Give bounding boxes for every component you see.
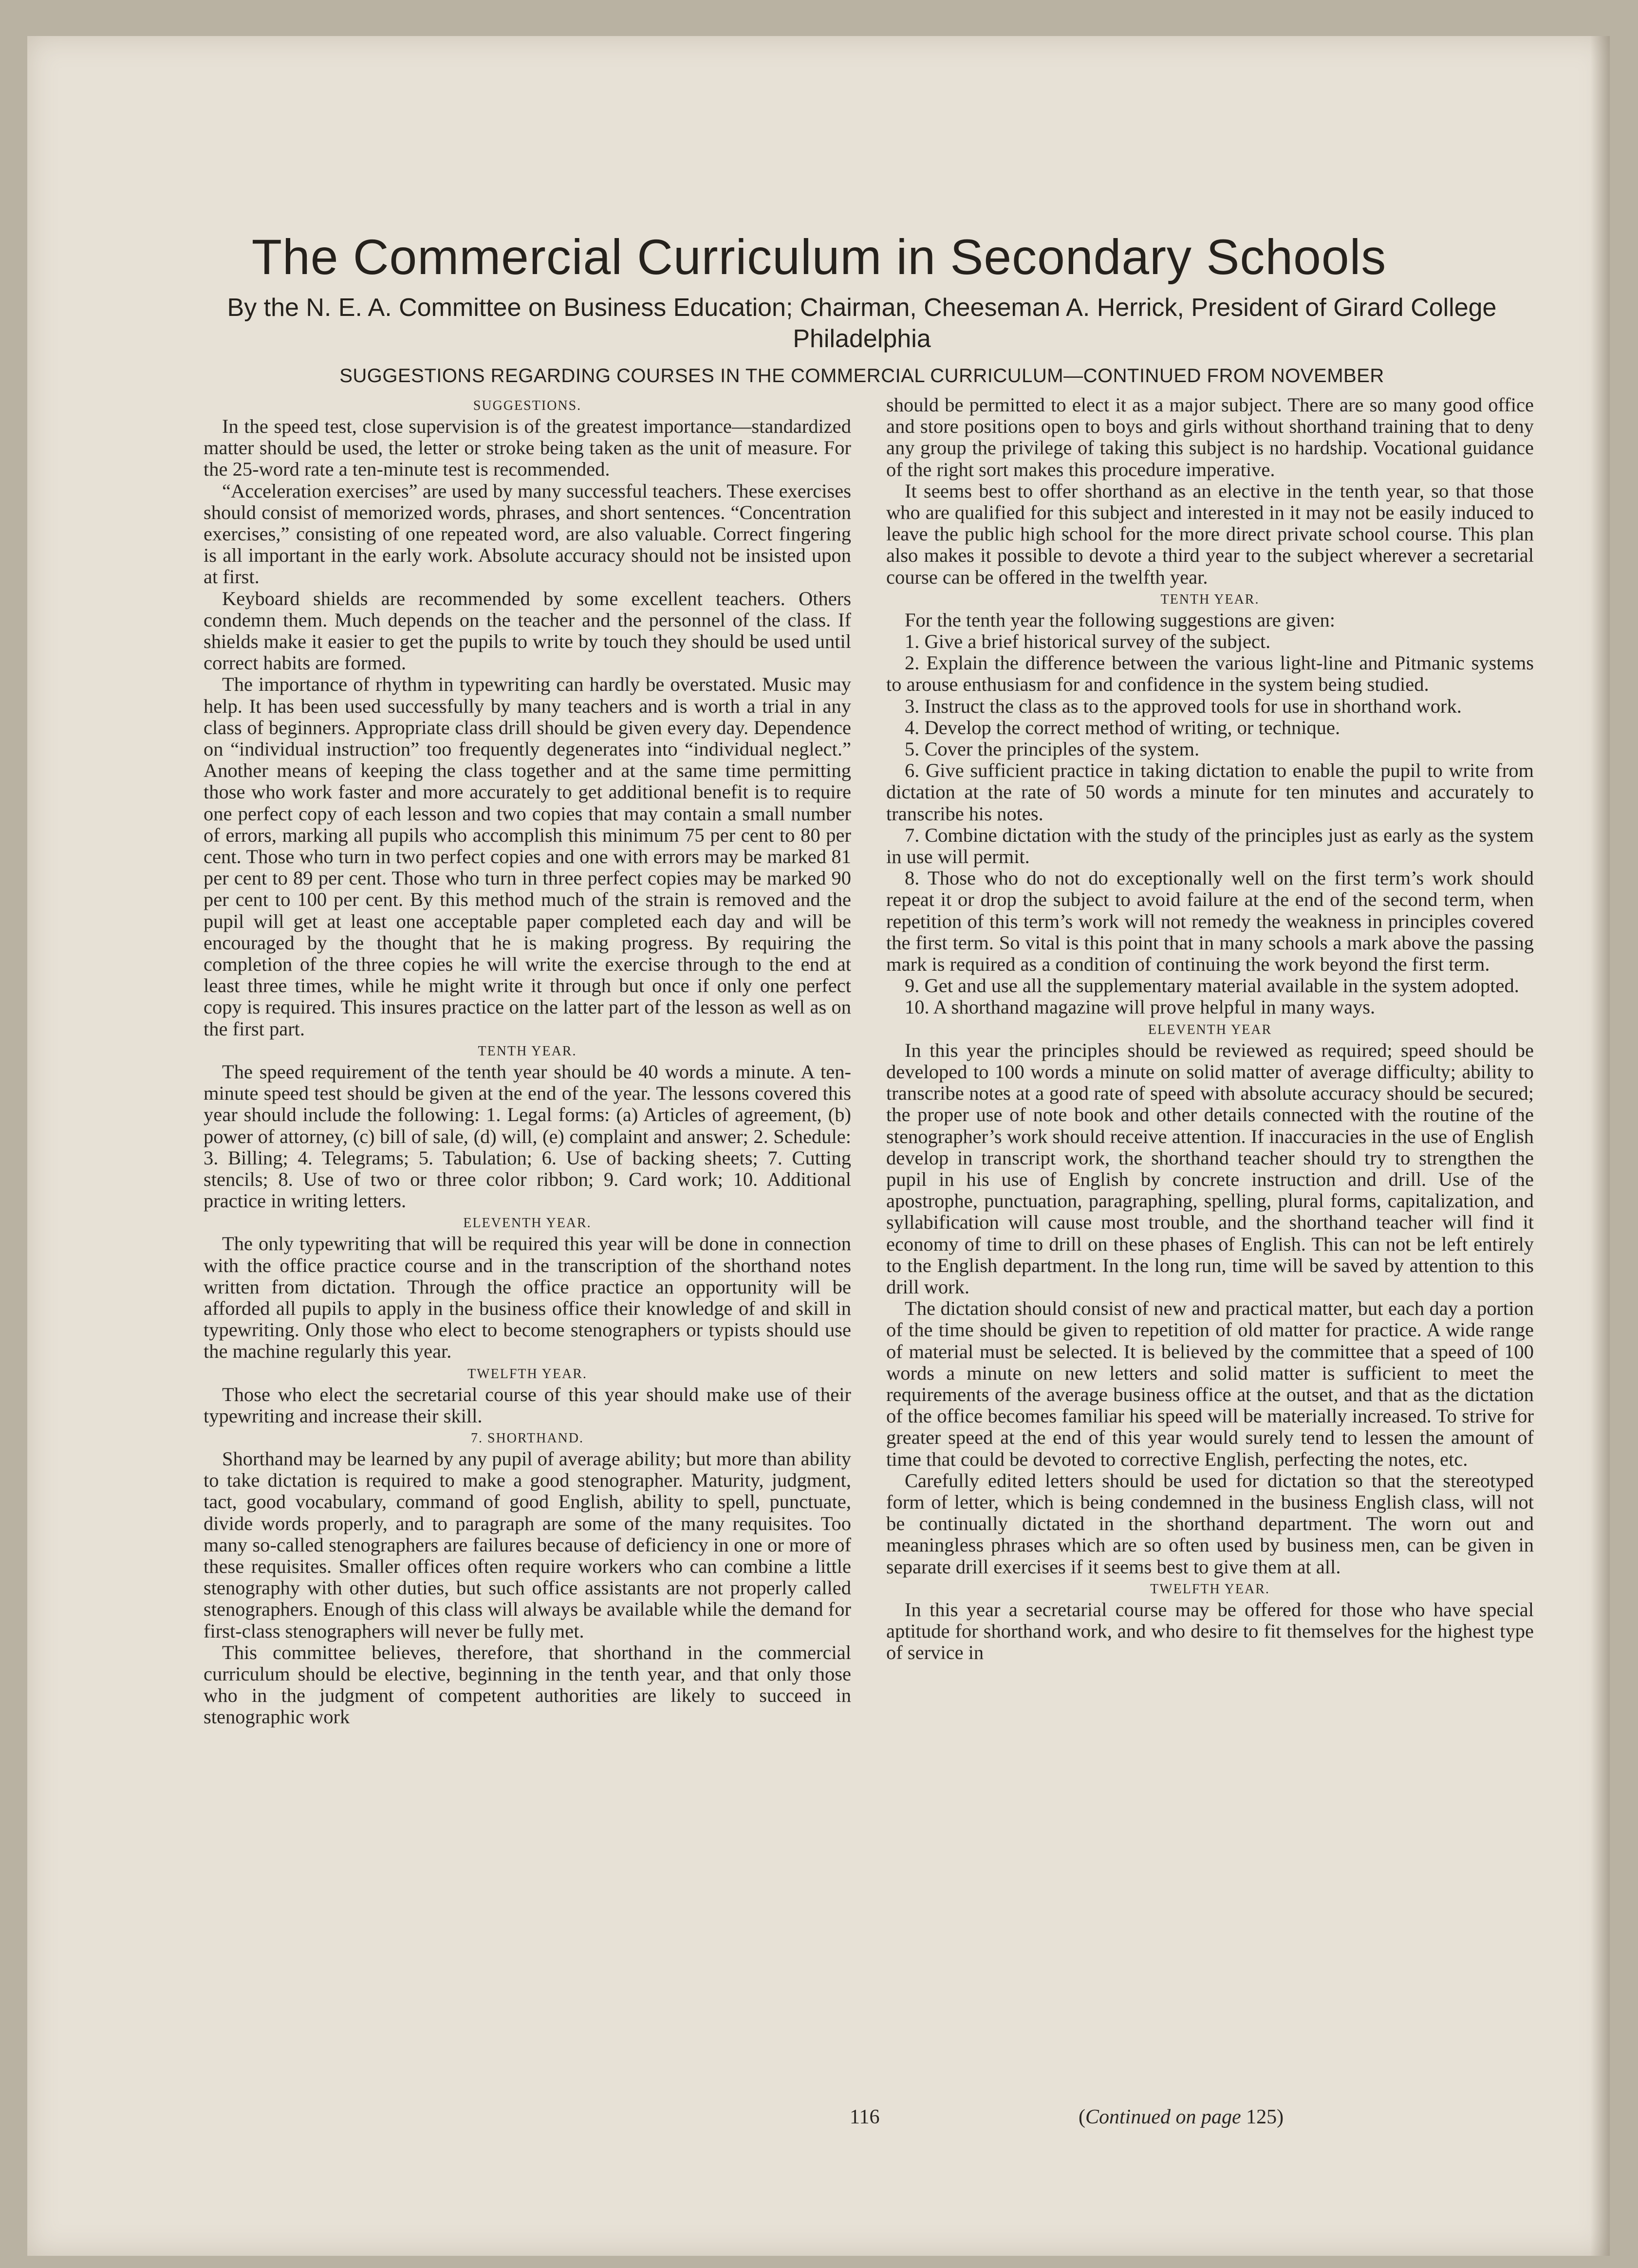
section-heading: ELEVENTH YEAR. [463,1216,592,1231]
page-number: 116 [850,2106,880,2128]
list-item: 3. Instruct the class as to the approved tools for use in shorthand work. [905,695,1462,717]
continued-close: ) [1277,2106,1284,2128]
list-item: 4. Develop the correct method of writing, or technique. [905,716,1340,738]
paragraph: “Acceleration exercises” are used by many successful teachers. These exercises should consist of memorized words, phrases, and short sentences. “Concentration exercises,” consisting of one repeated word, are also valuable. Correct fingering is all important in the early work. Absolute accuracy should not be insisted upon at first. [204,479,851,588]
paragraph: It seems best to offer shorthand as an elective in the tenth year, so that those who are qualified for this subject and interested in it may not be easily induced to leave the public high school for the more direct private school course. This plan also makes it possible to devote a third year to the subject wherever a secretarial course can be offered in the twelfth year. [886,479,1534,588]
paragraph: Shorthand may be learned by any pupil of average ability; but more than ability to take dictation is required to make a good stenographer. Maturity, judgment, tact, good vocabulary, command of good English, ability to spell, punctuate, divide words properly, and to paragraph are some of the many requisites. Too many so-called stenographers are failures because of deficiency in one or more of these requisites. Smaller offices often require workers who can combine a little stenography with other duties, but such office assistants are not properly called stenographers. Enough of this class will always be available while the demand for first-class stenographers will never be fully met. [204,1447,851,1642]
list-item: 5. Cover the principles of the system. [905,738,1200,760]
section-heading: 7. SHORTHAND. [471,1430,584,1446]
list-item: 7. Combine dictation with the study of the principles just as early as the system in use will permit. [886,824,1534,868]
paragraph: Carefully edited letters should be used for dictation so that the stereotyped form of letter, which is being condemned in the business English class, will not be continually dictated in the shorthand department. The worn out and meaningless phrases which are so often used by business men, can be given in separate drill exercises if it seems best to give them at all. [886,1469,1534,1578]
paragraph: The dictation should consist of new and practical matter, but each day a portion of the time should be given to repetition of old matter for practice. A wide range of material must be selected. It is believed by the committee that a speed of 100 words a minute on new letters and solid matter is sufficient to meet the requirements of the average business office at the outset, and that as the dictation of the office becomes familiar his speed will be materially increased. To strive for greater speed at the end of this year would surely tend to lessen the amount of time that could be devoted to corrective English, perfecting the notes, etc. [886,1297,1534,1470]
right-column [886,394,1534,1663]
paragraph: The importance of rhythm in typewriting can hardly be overstated. Music may help. It has been used successfully by many teachers and is worth a trial in any class of beginners. Appropriate class drill should be given every day. Dependence on “individual instruction” too frequently degenerates into “individual neglect.” Another means of keeping the class together and at the same time permitting those who work faster and more accurately to get additional benefit is to require one perfect copy of each lesson and two copies that may contain a small number of errors, marking all pupils who accomplish this minimum 75 per cent to 80 per cent. Those who turn in two perfect copies and one with errors may be marked 81 per cent to 89 per cent. Those who turn in three perfect copies may be marked 90 per cent to 100 per cent. By this method much of the strain is removed and the pupil will get at least one acceptable paper completed each day and will be encouraged by the thought that he is making progress. By requiring the completion of the three copies he will write the exercise through to the end at least three times, while he might write it through but once if only one perfect copy is required. This insures practice on the latter part of the lesson as well as on the first part. [204,673,851,1040]
section-heading: TENTH YEAR. [478,1043,577,1059]
list-item: 9. Get and use all the supplementary material available in the system adopted. [905,975,1519,997]
continued-open: ( [1079,2106,1085,2128]
paragraph: In this year a secretarial course may be offered for those who have special aptitude for shorthand work, and who desire to fit themselves for the highest type of service in [886,1598,1534,1664]
section-heading: ELEVENTH YEAR [1148,1022,1272,1037]
paragraph: In this year the principles should be reviewed as required; speed should be developed to 100 words a minute on solid matter of average difficulty; ability to transcribe notes at a good rate of speed with absolute accuracy should be secured; the proper use of note book and other details connected with the routine of the stenographer’s work should receive attention. If inaccuracies in the use of English develop in transcript work, the shorthand teacher should try to strengthen the pupil in his use of English by concrete instruction and drill. Use of the apostrophe, punctuation, paragraphing, spelling, plural forms, capitalization, and syllabification will cause most trouble, and the shorthand teacher will find it economy of time to drill on these phases of English. This can not be left entirely to the English department. In the long run, time will be saved by attention to this drill work. [886,1039,1534,1298]
paragraph: In the speed test, close supervision is of the greatest importance—standardized matter should be used, the letter or stroke being taken as the unit of measure. For the 25-word rate a ten-minute test is recommended. [204,415,851,480]
list-item: 8. Those who do not do exceptionally well on the first term’s work should repeat it or drop the subject to avoid failure at the end of the second term, when repetition of this term’s work will not remedy the weakness in principles covered the first term. So vital is this point that in many schools a mark above the passing mark is required as a condition of continuing the work beyond the first term. [886,867,1534,976]
paragraph: For the tenth year the following suggestions are given: [905,608,1336,631]
continued-text: Continued on page [1085,2106,1241,2128]
list-item: 2. Explain the difference between the various light-line and Pitmanic systems to arouse enthusiasm for and confidence in the system being studied. [886,652,1534,696]
continued-page: 125 [1246,2106,1277,2128]
continued-note [1079,2105,1284,2129]
paragraph: The only typewriting that will be required this year will be done in connection with the office practice course and in the transcription of the shorthand notes written from dictation. Through the office practice an opportunity will be afforded all pupils to apply in the business office their knowledge of and skill in typewriting. Only those who elect to become stenographers or typists should use the machine regularly this year. [204,1233,851,1363]
section-heading: TWELFTH YEAR. [467,1366,587,1382]
list-item: 1. Give a brief historical survey of the subject. [905,630,1271,653]
article-subhead: SUGGESTIONS REGARDING COURSES IN THE COMMERCIAL CURRICULUM—CONTINUED FROM NOVEMBER [339,365,1384,387]
left-column [204,394,851,1728]
section-heading: TWELFTH YEAR. [1150,1581,1270,1597]
paragraph: Keyboard shields are recommended by some excellent teachers. Others condemn them. Much depends on the teacher and the personnel of the class. If shields make it easier to get the pupils to write by touch they should be used until correct habits are formed. [204,587,851,674]
section-heading: SUGGESTIONS. [473,398,582,413]
list-item: 10. A shorthand magazine will prove helpful in many ways. [905,996,1376,1018]
paragraph: should be permitted to elect it as a major subject. There are so many good office and store positions open to boys and girls without shorthand training that to deny any group the privilege of taking this subject is no hardship. Vocational guidance of the right sort makes this procedure imperative. [886,394,1534,480]
article-byline: By the N. E. A. Committee on Business Education; Chairman, Cheeseman A. Herrick, President of Girard College Philadelphia [227,294,1497,353]
list-item: 6. Give sufficient practice in taking dictation to enable the pupil to write from dictation at the rate of 50 words a minute for ten minutes and accurately to transcribe his notes. [886,759,1534,825]
paragraph: Those who elect the secretarial course of this year should make use of their typewriting and increase their skill. [204,1383,851,1427]
paragraph: This committee believes, therefore, that shorthand in the commercial curriculum should be elective, beginning in the tenth year, and that only those who in the judgment of competent authorities are likely to succeed in stenographic work [204,1641,851,1728]
section-heading: TENTH YEAR. [1160,591,1260,607]
article-title: The Commercial Curriculum in Secondary Schools [251,229,1387,285]
paragraph: The speed requirement of the tenth year should be 40 words a minute. A ten-minute speed test should be given at the end of the year. The lessons covered this year should include the following: 1. Legal forms: (a) Articles of agreement, (b) power of attorney, (c) bill of sale, (d) will, (e) complaint and answer; 2. Schedule: 3. Billing; 4. Telegrams; 5. Tabulation; 6. Use of backing sheets; 7. Cutting stencils; 8. Use of two or three color ribbon; 9. Card work; 10. Additional practice in writing letters. [204,1060,851,1212]
